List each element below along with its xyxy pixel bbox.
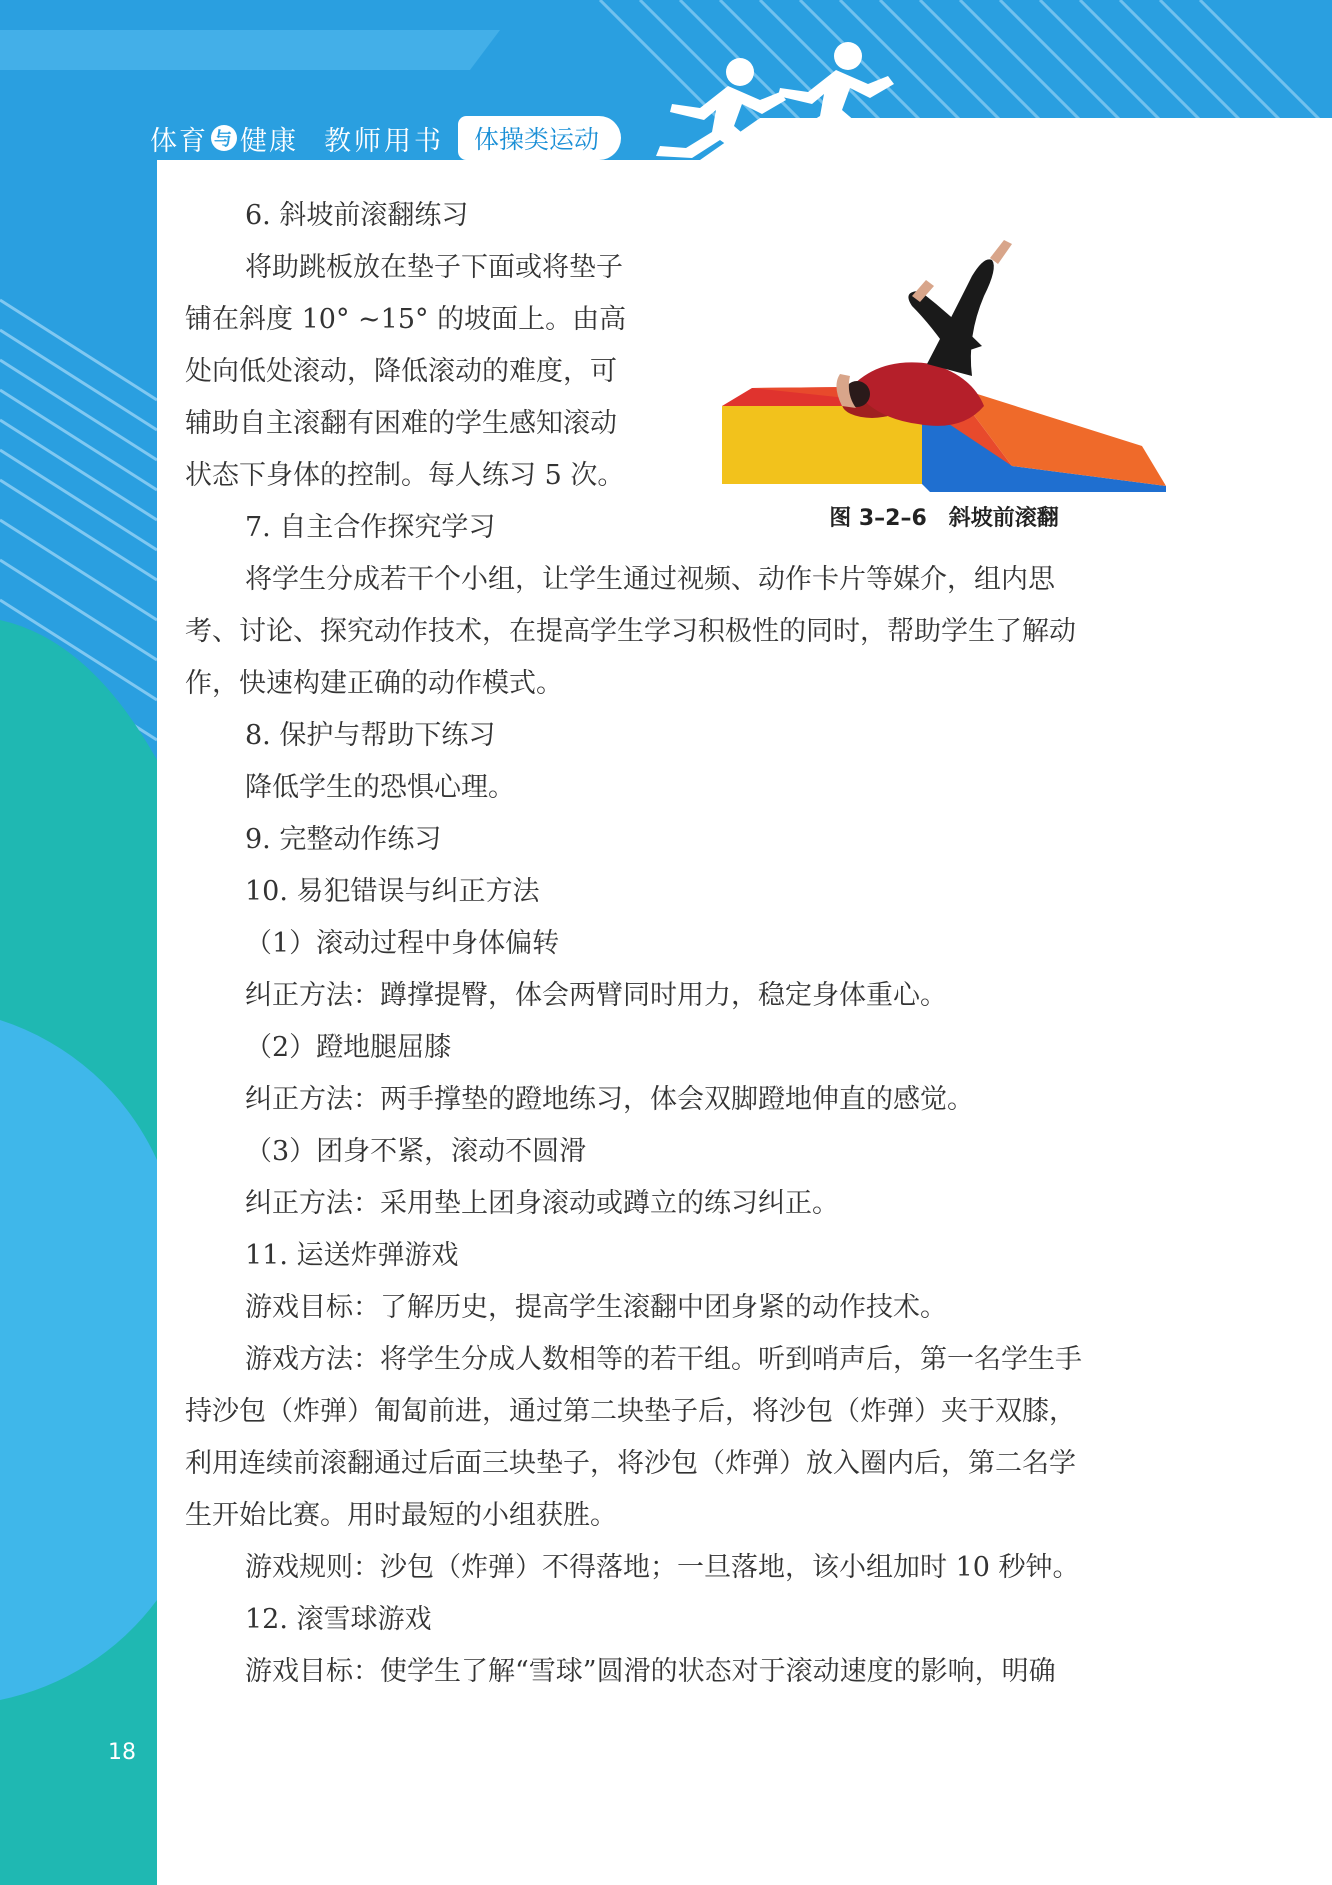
section-heading-12: 12. 滚雪球游戏 (245, 1604, 432, 1635)
paragraph-line: 处向低处滚动，降低滚动的难度，可 (185, 356, 617, 387)
paragraph-line: 降低学生的恐惧心理。 (245, 772, 515, 803)
figure-caption: 图 3–2–6 斜坡前滚翻 (829, 506, 1059, 531)
left-strip-circle (0, 1020, 157, 1700)
paragraph-line: 状态下身体的控制。每人练习 5 次。 (185, 460, 625, 491)
section-heading-7: 7. 自主合作探究学习 (245, 512, 496, 543)
paragraph-line: 辅助自主滚翻有困难的学生感知滚动 (185, 408, 617, 439)
game-method-line: 生开始比赛。用时最短的小组获胜。 (185, 1500, 617, 1531)
section-heading-11: 11. 运送炸弹游戏 (245, 1240, 459, 1271)
section-heading-10: 10. 易犯错误与纠正方法 (245, 876, 540, 907)
paragraph-line: 将学生分成若干个小组，让学生通过视频、动作卡片等媒介，组内思 (245, 564, 1055, 595)
paragraph-line: 考、讨论、探究动作技术，在提高学生学习积极性的同时，帮助学生了解动 (185, 616, 1076, 647)
fix-item-3: 纠正方法：采用垫上团身滚动或蹲立的练习纠正。 (245, 1188, 839, 1219)
page-header (150, 116, 621, 160)
game-method-line: 利用连续前滚翻通过后面三块垫子，将沙包（炸弹）放入圈内后，第二名学 (185, 1448, 1076, 1479)
error-item-1: （1）滚动过程中身体偏转 (245, 928, 560, 959)
book-title-part2: 健康 (240, 125, 298, 157)
page-number: 18 (108, 1740, 136, 1765)
book-subtitle: 教师用书 (324, 125, 444, 157)
fix-item-2: 纠正方法：两手撑垫的蹬地练习，体会双脚蹬地伸直的感觉。 (245, 1084, 974, 1115)
book-title (150, 119, 298, 158)
paragraph-line: 将助跳板放在垫子下面或将垫子 (245, 252, 623, 283)
error-item-2: （2）蹬地腿屈膝 (245, 1032, 452, 1063)
book-title-connector: 与 (211, 125, 237, 151)
section-tab: 体操类运动 (458, 116, 621, 160)
section-heading-9: 9. 完整动作练习 (245, 824, 442, 855)
section-heading-8: 8. 保护与帮助下练习 (245, 720, 496, 751)
game-rule: 游戏规则：沙包（炸弹）不得落地；一旦落地，该小组加时 10 秒钟。 (245, 1552, 1080, 1583)
game-goal: 游戏目标：使学生了解“雪球”圆滑的状态对于滚动速度的影响，明确 (245, 1656, 1056, 1687)
paragraph-line: 铺在斜度 10° ~15° 的坡面上。由高 (185, 304, 627, 335)
error-item-3: （3）团身不紧，滚动不圆滑 (245, 1136, 587, 1167)
game-method-line: 持沙包（炸弹）匍匐前进，通过第二块垫子后，将沙包（炸弹）夹于双膝， (185, 1396, 1076, 1427)
game-goal: 游戏目标：了解历史，提高学生滚翻中团身紧的动作技术。 (245, 1292, 947, 1323)
game-method-line: 游戏方法：将学生分成人数相等的若干组。听到哨声后，第一名学生手 (245, 1344, 1082, 1375)
fix-item-1: 纠正方法：蹲撑提臀，体会两臂同时用力，稳定身体重心。 (245, 980, 947, 1011)
page-content (185, 190, 1177, 1698)
section-heading-6: 6. 斜坡前滚翻练习 (245, 200, 469, 231)
paragraph-line: 作，快速构建正确的动作模式。 (185, 668, 563, 699)
book-title-part1: 体育 (150, 125, 208, 157)
